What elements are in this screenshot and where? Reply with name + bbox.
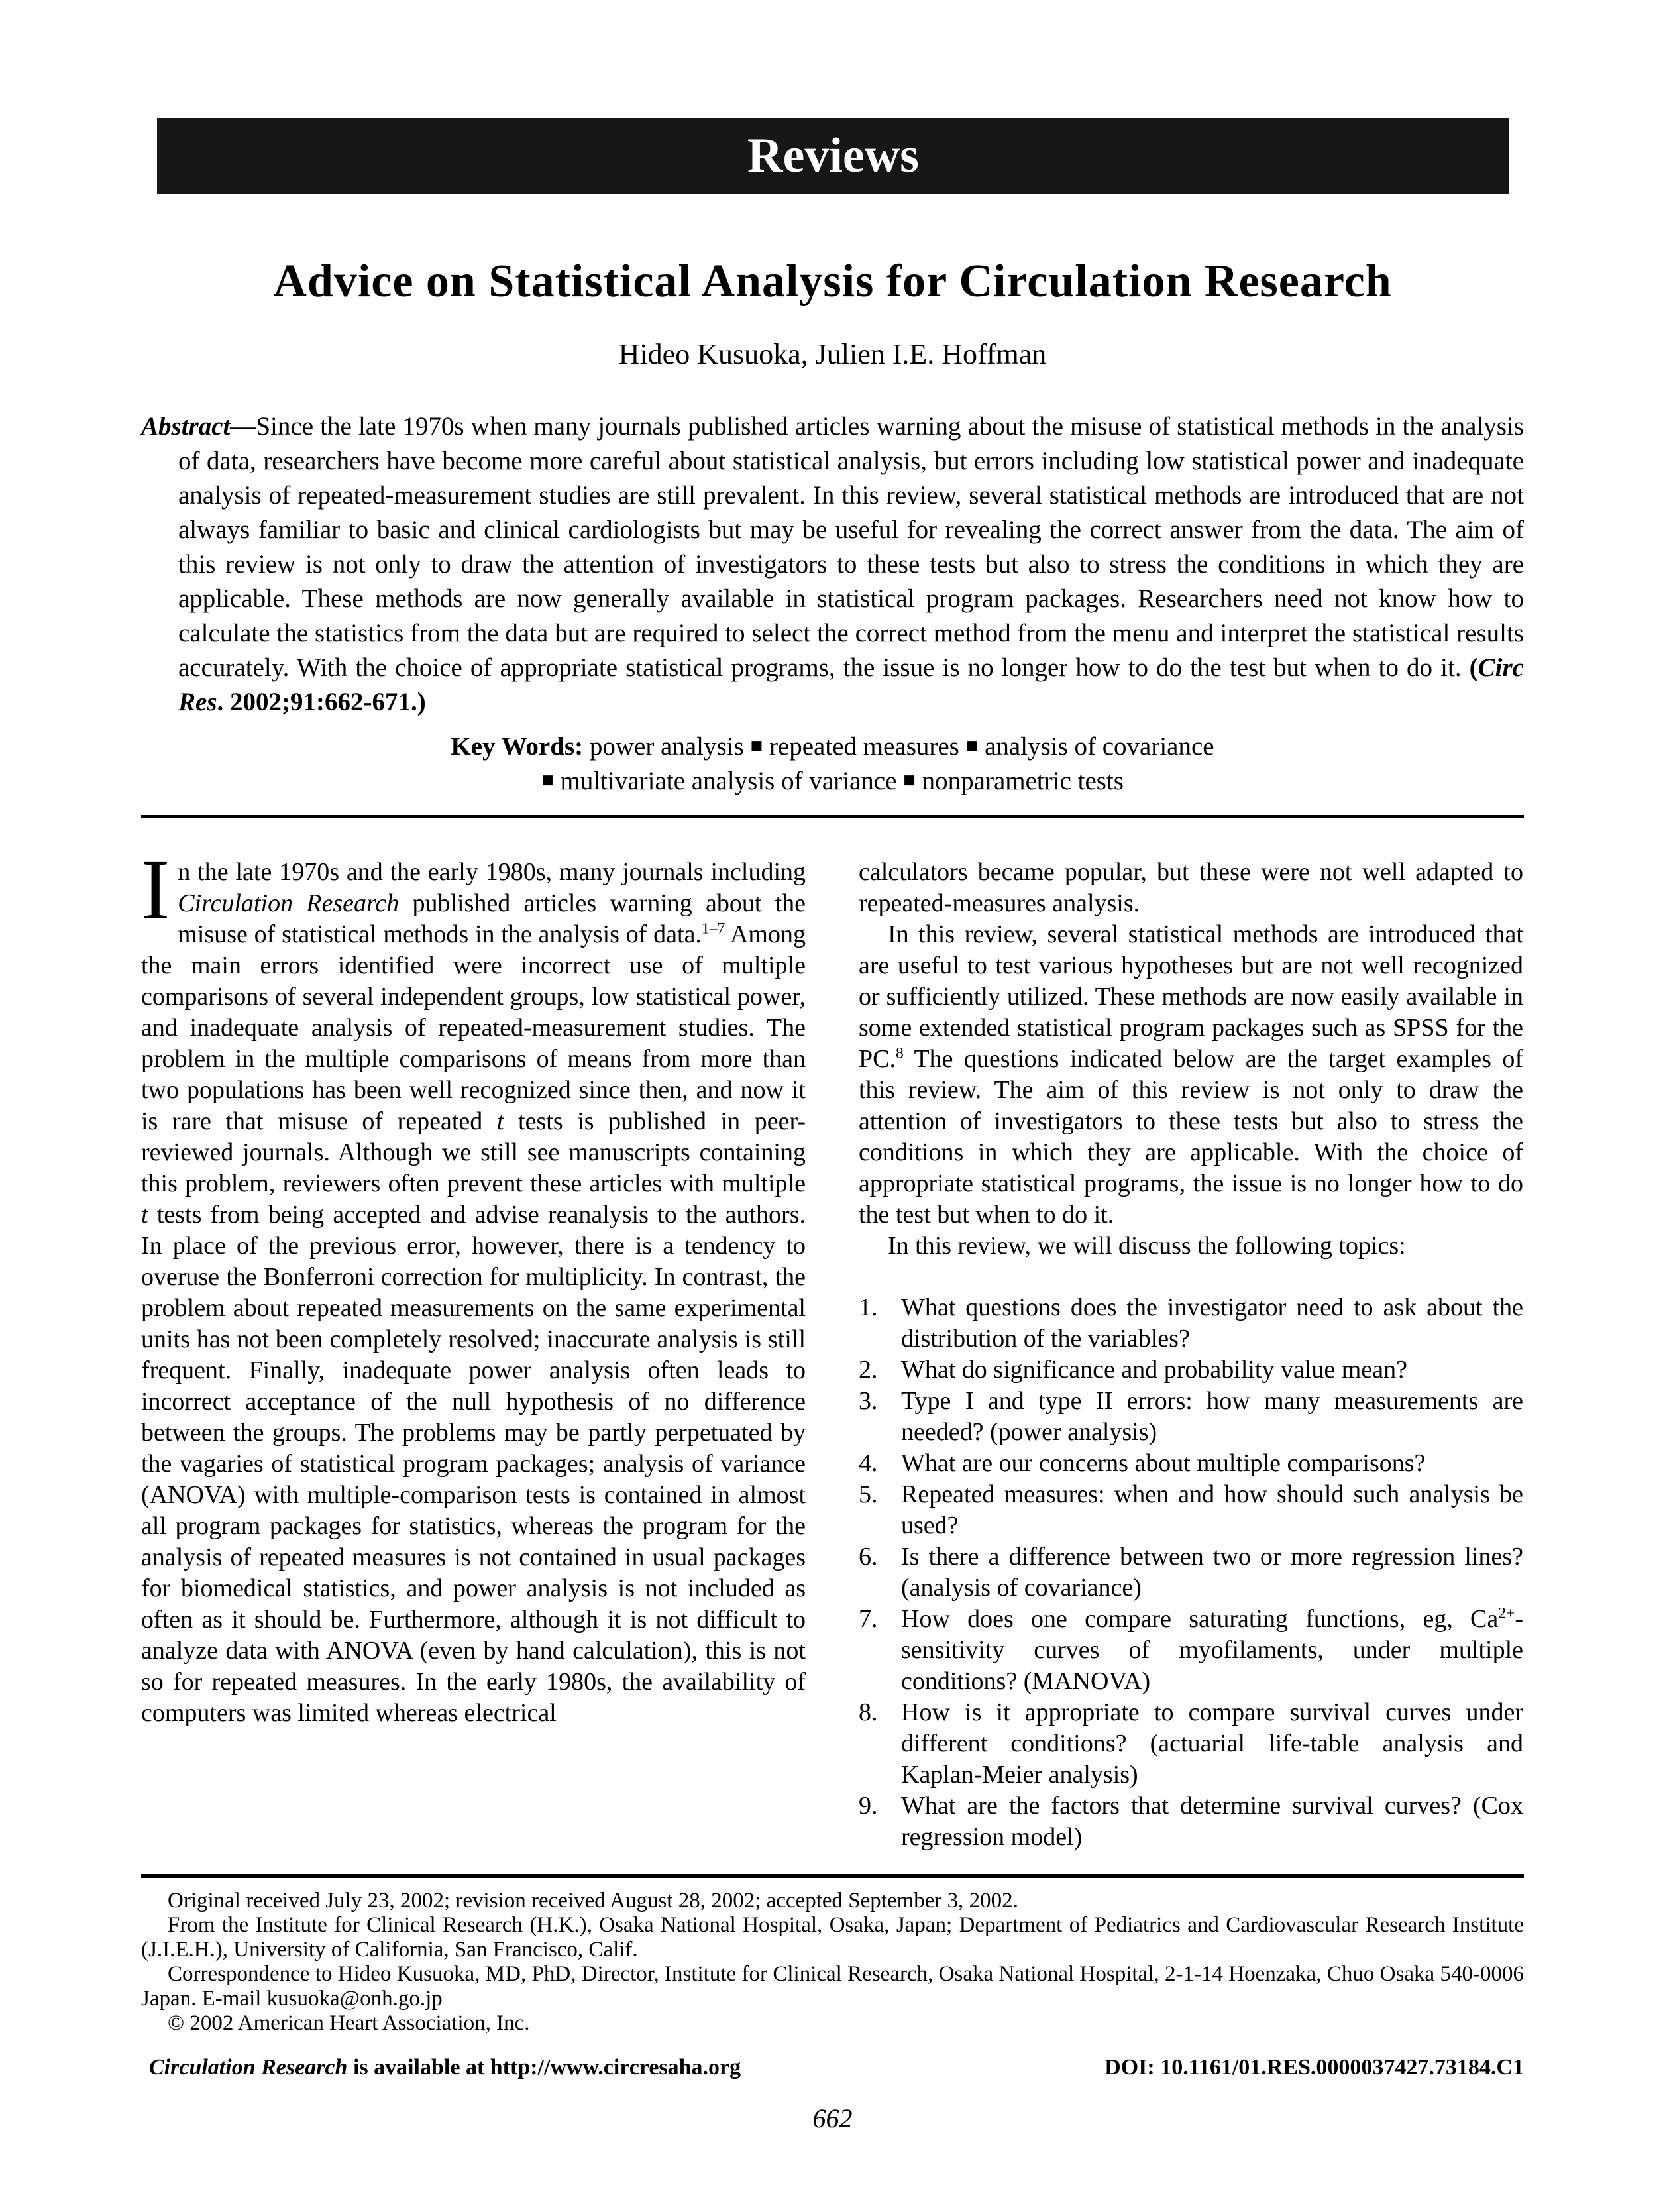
footer-divider <box>141 1874 1524 1878</box>
intro-paragraph: In the late 1970s and the early 1980s, many journals including Circulation Research published articles warning about the misuse of statistical methods in the analysis of data.$^{1-7}$ Among the main errors identified were incorrect use of multiple comparisons of several independent groups, low statistical power, and inadequate analysis of repeated-measurement studies. The problem in the multiple comparisons of means from more than two populations has been well recognized since then, and now it is rare that misuse of repeated t tests is published in peer-reviewed journals. Although we still see manuscripts containing this problem, reviewers often prevent these articles with multiple t tests from being accepted and advise reanalysis to the authors. In place of the previous error, however, there is a tendency to overuse the Bonferroni correction for multiplicity. In contrast, the problem about repeated measurements on the same experimental units has not been completely resolved; inaccurate analysis is still frequent. Finally, inadequate power analysis often leads to incorrect acceptance of the null hypothesis of no difference between the groups. The problems may be partly perpetuated by the vagaries of statistical program packages; analysis of variance (ANOVA) with multiple-comparison tests is contained in almost all program packages for statistics, whereas the program for the analysis of repeated measures is not contained in usual packages for biomedical statistics, and power analysis is not included as often as it should be. Furthermore, although it is not difficult to analyze data with ANOVA (even by hand calculation), this is not so for repeated measures. In the early 1980s, the availability of computers was limited whereas electrical <box>141 842 806 1727</box>
abstract-text: Abstract—Since the late 1970s when many journals published articles warning about the misuse of statistical methods in the analysis of data, researchers have become more careful about statistical analysis, but errors including low statistical power and inadequate analysis of repeated-measurement studies are still prevalent. In this review, several statistical methods are introduced that are not always familiar to basic and clinical cardiologists but may be useful for revealing the correct answer from the data. The aim of this review is not only to draw the attention of investigators to these tests but also to stress the conditions in which they are applicable. These methods are now generally available in statistical program packages. Researchers need not know how to calculate the statistics from the data but are required to select the correct method from the menu and interpret the statistical results accurately. With the choice of appropriate statistical programs, the issue is no longer how to do the test but when to do it. (Circ Res. 2002;91:662-671.) <box>141 412 1524 716</box>
article-title: Advice on Statistical Analysis for Circulation Research <box>273 256 1392 307</box>
topic-number: 4. <box>859 1449 878 1477</box>
reviews-banner-label: Reviews <box>747 129 919 183</box>
topic-text: What are the factors that determine survival curves? (Cox regression model) <box>901 1792 1523 1851</box>
right-column <box>859 857 1523 1853</box>
topic-text: What are our concerns about multiple comparisons? <box>901 1449 1426 1477</box>
topic-item-5 <box>859 1479 1523 1541</box>
intro-paragraph-continued: calculators became popular, but these were not well adapted to repeated-measures analysis. <box>859 858 1523 917</box>
keywords-line-2: ■ multivariate analysis of variance ■ nonparametric tests <box>541 767 1124 795</box>
keywords-line-1: Key Words: power analysis ■ repeated measures ■ analysis of covariance <box>451 732 1214 761</box>
availability-note: Circulation Research is available at http://www.circresaha.org <box>149 2055 741 2079</box>
abstract-body-divider <box>141 815 1524 818</box>
topic-item-8 <box>859 1697 1523 1791</box>
footnote-affiliation: From the Institute for Clinical Research (H.K.), Osaka National Hospital, Osaka, Japan; Department of Pediatrics and Cardiovascular Research Institute (J.I.E.H.), University of California, San Francisco, Calif. <box>141 1913 1524 1962</box>
reviews-banner <box>157 118 1509 194</box>
page-number: 662 <box>812 2103 853 2133</box>
review-methods-paragraph: In this review, several statistical methods are introduced that are useful to test various hypotheses but are not well recognized or sufficiently utilized. These methods are now easily available in some extended statistical program packages such as SPSS for the PC.$^8$ The questions indicated below are the target examples of this review. The aim of this review is not only to draw the attention of investigators to these tests but also to stress the conditions in which they are applicable. With the choice of appropriate statistical programs, the issue is no longer how to do the test but when to do it. <box>859 920 1523 1229</box>
topic-text: Repeated measures: when and how should such analysis be used? <box>901 1480 1523 1539</box>
doi-text: DOI: 10.1161/01.RES.0000037427.73184.C1 <box>1104 2055 1524 2079</box>
topic-item-3 <box>859 1386 1523 1448</box>
topic-number: 5. <box>859 1480 878 1508</box>
topic-text: What do significance and probability value mean? <box>901 1356 1407 1384</box>
topic-text: How is it appropriate to compare survival curves under different conditions? (actuarial life-table analysis and Kaplan-Meier analysis) <box>901 1698 1523 1789</box>
topic-text: How does one compare saturating functions, eg, $Ca^{2+}$-sensitivity curves of myofilaments, under multiple conditions? (MANOVA) <box>901 1604 1523 1695</box>
topic-number: 7. <box>859 1605 878 1633</box>
topic-item-9 <box>859 1791 1523 1853</box>
left-column <box>141 842 806 1729</box>
footnotes-block <box>141 1889 1524 2036</box>
article-authors: Hideo Kusuoka, Julien I.E. Hoffman <box>618 338 1047 370</box>
topic-number: 1. <box>859 1294 878 1321</box>
availability-row <box>141 2054 1524 2081</box>
footnote-received: Original received July 23, 2002; revision received August 28, 2002; accepted September 3, 2002. <box>168 1889 1018 1912</box>
topic-item-1 <box>859 1292 1523 1355</box>
footnote-copyright: © 2002 American Heart Association, Inc. <box>168 2011 530 2035</box>
topic-number: 2. <box>859 1356 878 1384</box>
topic-number: 8. <box>859 1698 878 1726</box>
topics-intro-paragraph: In this review, we will discuss the following topics: <box>888 1232 1406 1260</box>
topic-item-7 <box>859 1604 1523 1697</box>
topic-number: 6. <box>859 1543 878 1571</box>
topic-text: What questions does the investigator need to ask about the distribution of the variables? <box>901 1294 1523 1353</box>
topic-item-2 <box>859 1355 1523 1386</box>
topic-item-6 <box>859 1541 1523 1604</box>
topic-item-4 <box>859 1448 1523 1479</box>
footnote-correspondence: Correspondence to Hideo Kusuoka, MD, PhD, Director, Institute for Clinical Research, Osaka National Hospital, 2-1-14 Hoenzaka, Chuo Osaka 540-0006 Japan. E-mail kusuoka@onh.go.jp <box>141 1962 1524 2011</box>
keywords-block <box>141 729 1524 798</box>
page-footer <box>141 1874 1524 2212</box>
body-columns <box>141 842 1524 1853</box>
topic-number: 9. <box>859 1792 878 1820</box>
topic-text: Is there a difference between two or more regression lines? (analysis of covariance) <box>901 1543 1523 1602</box>
topics-list <box>859 1292 1523 1853</box>
topic-text: Type I and type II errors: how many measurements are needed? (power analysis) <box>901 1387 1523 1446</box>
topic-number: 3. <box>859 1387 878 1415</box>
